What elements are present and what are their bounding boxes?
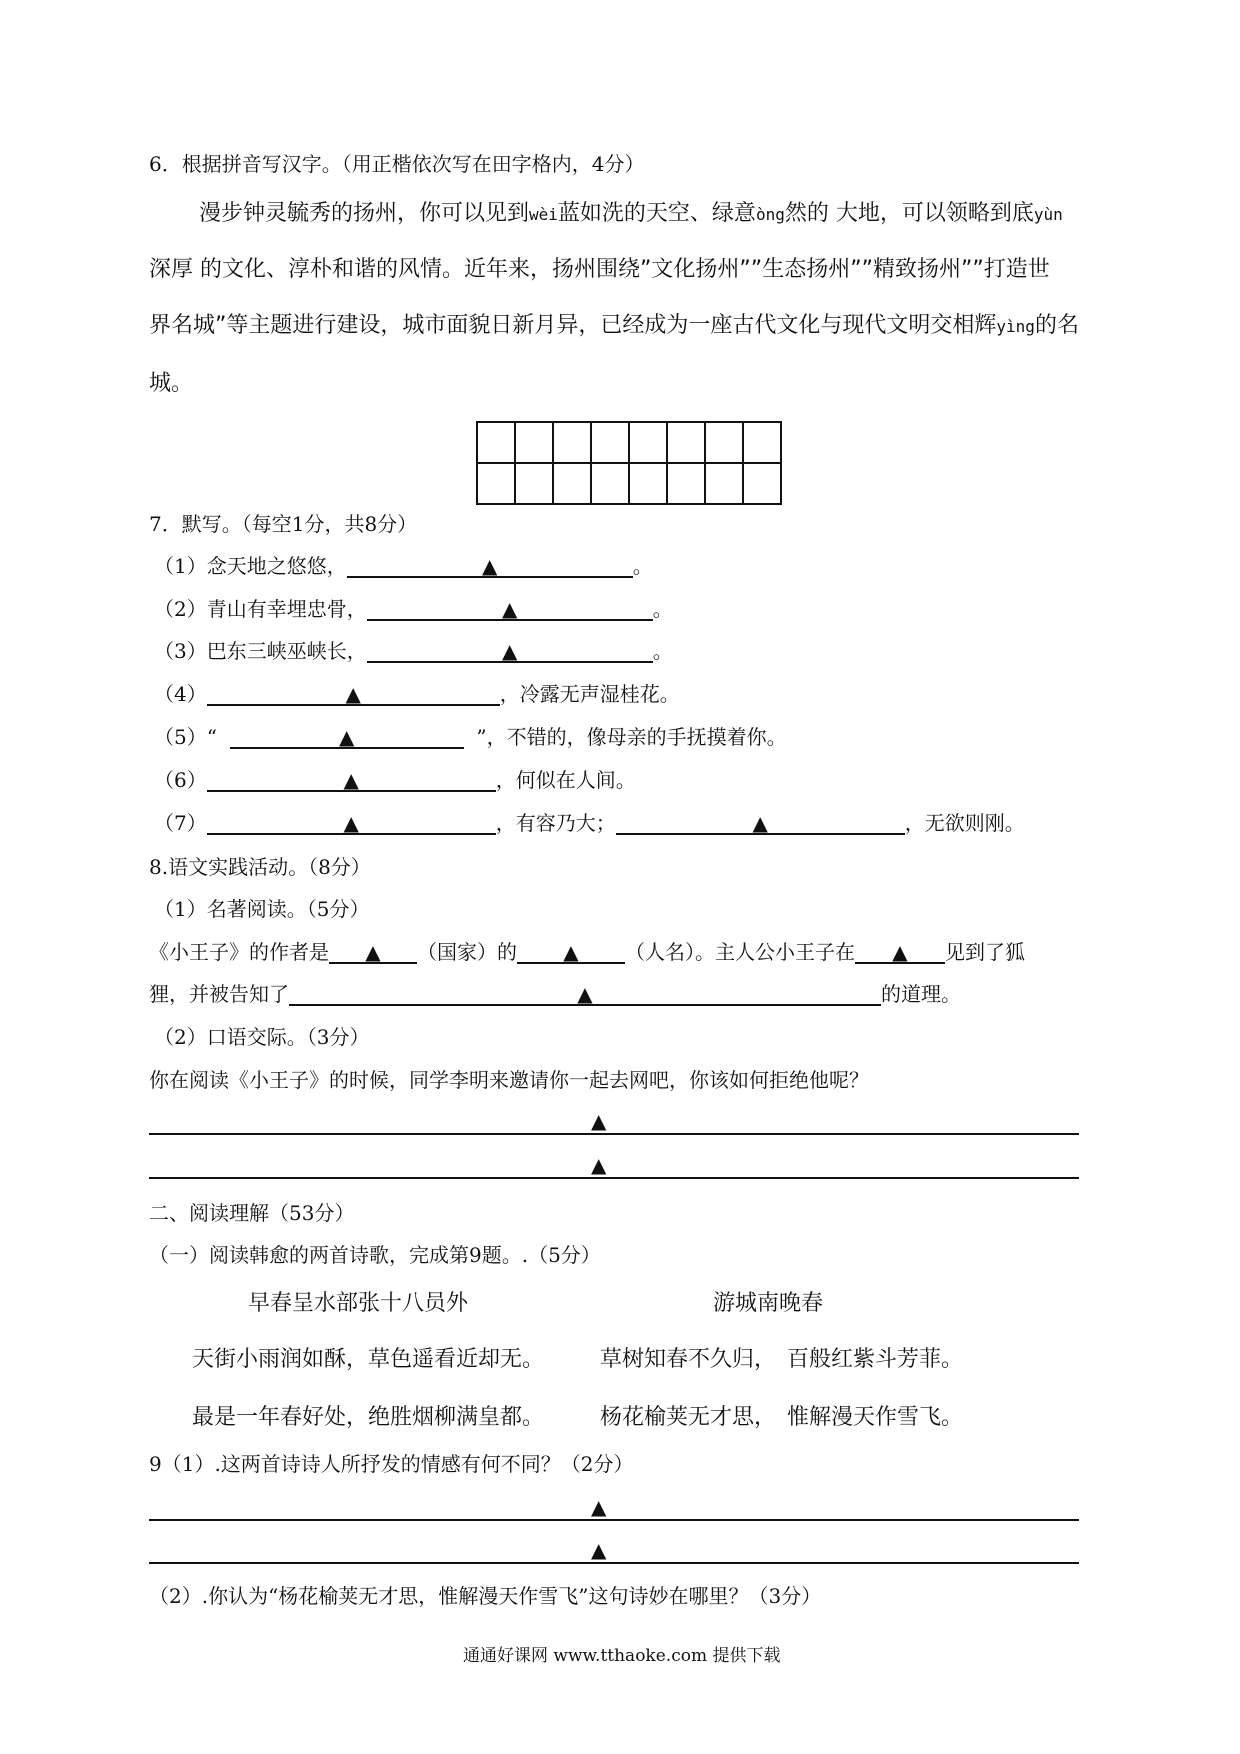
triangle-marker-icon: ▲ bbox=[343, 811, 359, 835]
answer-line[interactable] bbox=[149, 1133, 1079, 1135]
q8-title: 8.语文实践活动。（8分） bbox=[149, 855, 371, 879]
triangle-marker-icon: ▲ bbox=[345, 682, 361, 706]
q7-item-2 bbox=[154, 595, 673, 623]
item-text: （4） bbox=[154, 682, 207, 706]
grid-cell[interactable] bbox=[705, 463, 743, 504]
q7-item-7 bbox=[154, 809, 1025, 837]
item-text: （3）巴东三峡巫峡长， bbox=[154, 639, 367, 663]
grid-cell[interactable] bbox=[667, 463, 705, 504]
part2-title: 二、阅读理解（53分） bbox=[149, 1201, 355, 1225]
q7-item-3 bbox=[154, 637, 673, 665]
answer-blank[interactable] bbox=[517, 938, 625, 964]
pinyin-3: yùn bbox=[1033, 205, 1063, 224]
item-text: ，无欲则刚。 bbox=[904, 811, 1025, 835]
item-text: 见到了狐 bbox=[945, 940, 1025, 964]
triangle-marker-icon: ▲ bbox=[502, 597, 518, 621]
item-text: （1）念天地之悠悠， bbox=[154, 554, 347, 578]
triangle-marker-icon: ▲ bbox=[343, 768, 359, 792]
item-text: ，有容乃大； bbox=[495, 811, 616, 835]
q9-sub1: 9（1）.这两首诗诗人所抒发的情感有何不同？（2分） bbox=[149, 1452, 634, 1476]
item-text: 的道理。 bbox=[881, 982, 961, 1006]
answer-line[interactable] bbox=[149, 1177, 1079, 1179]
answer-line[interactable] bbox=[149, 1519, 1079, 1521]
q6-passage-line-1 bbox=[199, 200, 1063, 229]
q8-sub2-title: （2）口语交际。（3分） bbox=[154, 1025, 370, 1049]
triangle-marker-icon: ▲ bbox=[577, 982, 593, 1006]
q8-sub2-question: 你在阅读《小王子》的时候，同学李明来邀请你一起去网吧，你该如何拒绝他呢？ bbox=[149, 1068, 869, 1092]
grid-cell[interactable] bbox=[629, 422, 667, 463]
grid-cell[interactable] bbox=[629, 463, 667, 504]
grid-cell[interactable] bbox=[477, 422, 515, 463]
answer-blank[interactable] bbox=[207, 766, 496, 792]
answer-blank[interactable] bbox=[367, 637, 653, 663]
triangle-marker-icon: ▲ bbox=[502, 639, 518, 663]
item-text: 。 bbox=[652, 597, 673, 621]
q6-text: 然的 大地，可以领略到底 bbox=[784, 201, 1034, 226]
answer-blank[interactable] bbox=[367, 595, 653, 621]
poem-left-line-2: 最是一年春好处，绝胜烟柳满皇都。 bbox=[192, 1405, 545, 1430]
answer-blank[interactable] bbox=[207, 680, 500, 706]
answer-blank[interactable] bbox=[329, 938, 417, 964]
answer-blank[interactable] bbox=[230, 723, 464, 749]
grid-cell[interactable] bbox=[591, 463, 629, 504]
grid-cell[interactable] bbox=[515, 422, 553, 463]
item-text: （2）青山有幸埋忠骨， bbox=[154, 597, 367, 621]
grid-cell[interactable] bbox=[553, 422, 591, 463]
grid-cell[interactable] bbox=[743, 463, 781, 504]
triangle-marker-icon: ▲ bbox=[591, 1538, 607, 1562]
item-text: （国家）的 bbox=[417, 940, 517, 964]
pinyin-1: wèi bbox=[529, 205, 558, 224]
poem-left-title: 早春呈水部张十八员外 bbox=[248, 1291, 469, 1316]
answer-blank[interactable] bbox=[289, 980, 881, 1006]
q6-text: 界名城”等主题进行建设，城市面貌日新月异，已经成为一座古代文化与现代文明交相辉 bbox=[149, 313, 997, 338]
item-text: （人名）。主人公小王子在 bbox=[625, 940, 855, 964]
pinyin-4: yìng bbox=[996, 317, 1035, 336]
item-text: （6） bbox=[154, 768, 207, 792]
triangle-marker-icon: ▲ bbox=[591, 1495, 607, 1519]
triangle-marker-icon: ▲ bbox=[563, 940, 579, 964]
triangle-marker-icon: ▲ bbox=[752, 811, 768, 835]
grid-cell[interactable] bbox=[743, 422, 781, 463]
q6-text: 漫步钟灵毓秀的扬州，你可以见到 bbox=[199, 201, 530, 226]
q6-text: 的名 bbox=[1034, 313, 1079, 338]
answer-blank[interactable] bbox=[347, 552, 633, 578]
q6-text: 蓝如洗的天空、绿意 bbox=[557, 201, 756, 226]
answer-blank[interactable] bbox=[855, 938, 945, 964]
item-text: 《小王子》的作者是 bbox=[149, 940, 329, 964]
answer-blank[interactable] bbox=[616, 809, 905, 835]
grid-cell[interactable] bbox=[667, 422, 705, 463]
grid-cell[interactable] bbox=[591, 422, 629, 463]
item-text: ，何似在人间。 bbox=[495, 768, 636, 792]
part2-sub1-title: （一）阅读韩愈的两首诗歌，完成第9题。.（5分） bbox=[149, 1243, 601, 1267]
grid-cell[interactable] bbox=[553, 463, 591, 504]
q7-item-6 bbox=[154, 766, 636, 794]
item-text: （7） bbox=[154, 811, 207, 835]
q8-sub1-title: （1）名著阅读。（5分） bbox=[154, 897, 370, 921]
q7-item-1 bbox=[154, 552, 653, 580]
answer-line[interactable] bbox=[149, 1562, 1079, 1564]
q9-sub2: （2）.你认为“杨花榆荚无才思，惟解漫天作雪飞”这句诗妙在哪里？（3分） bbox=[149, 1584, 822, 1608]
q7-title: 7．默写。（每空1分，共8分） bbox=[149, 512, 418, 536]
poem-right-line-2: 杨花榆荚无才思， 惟解漫天作雪飞。 bbox=[600, 1405, 964, 1430]
pinyin-2: òng bbox=[755, 205, 785, 224]
item-text: 狸，并被告知了 bbox=[149, 982, 289, 1006]
triangle-marker-icon: ▲ bbox=[365, 940, 381, 964]
tianzige-grid[interactable] bbox=[476, 421, 782, 505]
triangle-marker-icon: ▲ bbox=[338, 725, 355, 749]
q6-title: 6．根据拼音写汉字。（用正楷依次写在田字格内，4分） bbox=[149, 152, 645, 176]
triangle-marker-icon: ▲ bbox=[591, 1153, 607, 1177]
page-footer: 通通好课网 www.tthaoke.com 提供下载 bbox=[463, 1646, 781, 1666]
item-text: （5）“ bbox=[154, 725, 217, 749]
item-text: ”，不错的，像母亲的手抚摸着你。 bbox=[476, 725, 787, 749]
q8-sub1-line-2 bbox=[149, 980, 961, 1008]
answer-blank[interactable] bbox=[207, 809, 496, 835]
triangle-marker-icon: ▲ bbox=[591, 1109, 607, 1133]
q6-passage-line-4: 城。 bbox=[149, 371, 194, 396]
q7-item-5 bbox=[154, 723, 787, 751]
grid-cell[interactable] bbox=[705, 422, 743, 463]
item-text: ，冷露无声湿桂花。 bbox=[499, 682, 680, 706]
grid-cell[interactable] bbox=[477, 463, 515, 504]
item-text: 。 bbox=[632, 554, 653, 578]
q8-sub1-line-1 bbox=[149, 938, 1025, 966]
poem-right-title: 游城南晚春 bbox=[713, 1291, 824, 1316]
poem-right-line-1: 草树知春不久归， 百般红紫斗芳菲。 bbox=[600, 1347, 964, 1372]
triangle-marker-icon: ▲ bbox=[482, 554, 498, 578]
triangle-marker-icon: ▲ bbox=[892, 940, 908, 964]
q6-passage-line-2: 深厚 的文化、淳朴和谐的风情。近年来，扬州围绕”文化扬州””生态扬州””精致扬州””打造世 bbox=[149, 257, 1050, 282]
q6-passage-line-3 bbox=[149, 312, 1079, 341]
q7-item-4 bbox=[154, 680, 680, 708]
item-text: 。 bbox=[652, 639, 673, 663]
grid-cell[interactable] bbox=[515, 463, 553, 504]
poem-left-line-1: 天街小雨润如酥，草色遥看近却无。 bbox=[192, 1347, 545, 1372]
